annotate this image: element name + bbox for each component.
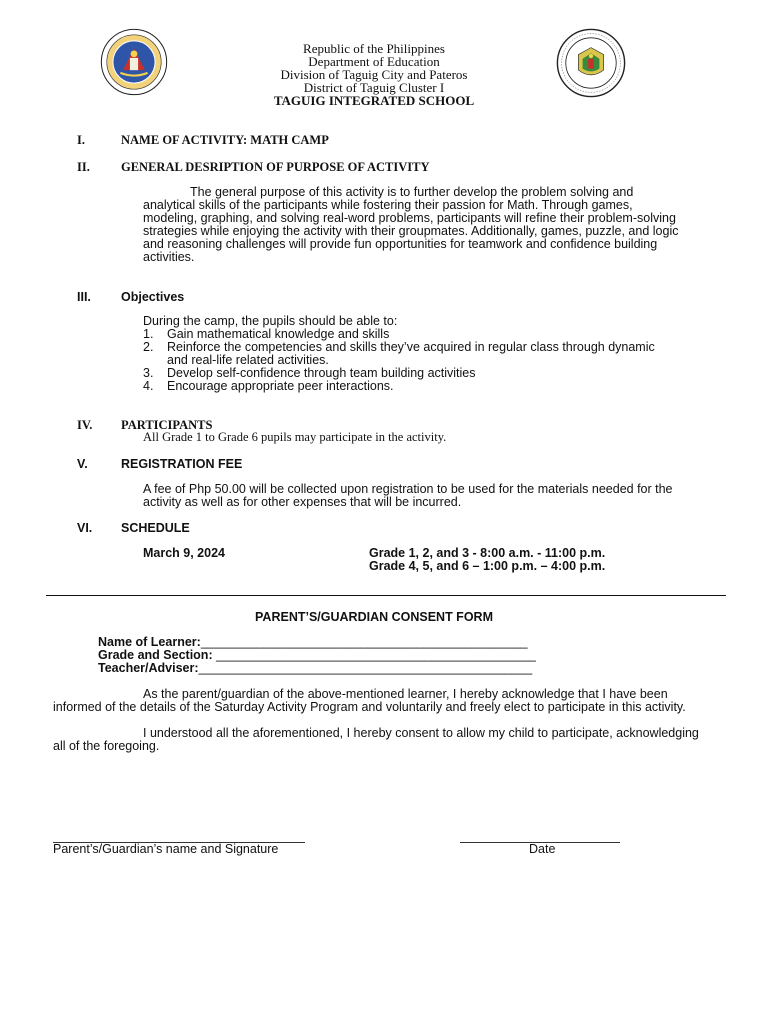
header-republic: Republic of the Philippines xyxy=(303,41,445,56)
list-item: 3. Develop self-confidence through team building activities xyxy=(143,366,476,380)
list-item: 1. Gain mathematical knowledge and skills xyxy=(143,327,390,341)
section-title: GENERAL DESRIPTION OF PURPOSE OF ACTIVITY xyxy=(121,160,430,174)
section-number: V. xyxy=(77,457,88,471)
consent-paragraph: As the parent/guardian of the above-mentioned learner, I hereby acknowledge that I have been informed of the details of the Saturday Activity Program and voluntarily and freely elect to participate in this activity. xyxy=(53,687,686,714)
participants-text: All Grade 1 to Grade 6 pupils may participate in the activity. xyxy=(143,430,447,444)
grade-section-field[interactable]: Grade and Section: ______________________________________________ xyxy=(98,648,536,662)
objectives-list xyxy=(143,328,663,393)
registration-fee-text: A fee of Php 50.00 will be collected upon registration to be used for the materials needed for the activity as well as for other expenses that will be incurred. xyxy=(143,482,673,509)
section-number: III. xyxy=(77,290,91,304)
purpose-paragraph: The general purpose of this activity is to further develop the problem solving and analytical skills of the participants while fostering their passion for Math. Through games, modeling, graphing, and solving real-word problems, participants will refine their problem-solving strategies while enjoying the activity with their groupmates. Additionally, games, puzzle, and logic and reasoning challenges will provide fun opportunities for teamwork and confidence building activities. xyxy=(143,185,679,264)
consent-form-title: PARENT’S/GUARDIAN CONSENT FORM xyxy=(255,610,493,624)
header-school-name: TAGUIG INTEGRATED SCHOOL xyxy=(273,93,475,108)
section-divider xyxy=(46,595,726,596)
teacher-adviser-field[interactable]: Teacher/Adviser:________________________________________________ xyxy=(98,661,533,675)
consent-paragraph: I understood all the aforementioned, I hereby consent to allow my child to participate, acknowledging all of the foregoing. xyxy=(53,726,699,753)
activity-name: NAME OF ACTIVITY: MATH CAMP xyxy=(121,133,329,147)
schedule-date: March 9, 2024 xyxy=(143,546,225,560)
objectives-intro: During the camp, the pupils should be able to: xyxy=(143,314,398,328)
section-title: REGISTRATION FEE xyxy=(121,457,243,471)
header-district: District of Taguig Cluster I xyxy=(303,80,445,95)
header-division: Division of Taguig City and Pateros xyxy=(280,67,468,82)
section-title: Objectives xyxy=(121,290,185,304)
section-title: SCHEDULE xyxy=(121,521,190,535)
learner-name-field[interactable]: Name of Learner:_______________________________________________ xyxy=(98,635,528,649)
section-number: I. xyxy=(77,133,85,147)
division-seal-logo xyxy=(556,28,626,98)
date-label: Date xyxy=(529,842,556,856)
schedule-slot: Grade 4, 5, and 6 – 1:00 p.m. – 4:00 p.m. xyxy=(369,559,606,573)
list-item: 4. Encourage appropriate peer interactions. xyxy=(143,379,394,393)
header-department: Department of Education xyxy=(308,54,440,69)
list-item: 2. Reinforce the competencies and skills they’ve acquired in regular class through dynamic and real-life related activities. xyxy=(143,340,655,367)
section-number: II. xyxy=(77,160,90,174)
section-title: PARTICIPANTS xyxy=(121,418,213,432)
section-number: VI. xyxy=(77,521,93,535)
signature-label: Parent’s/Guardian’s name and Signature xyxy=(53,842,279,856)
section-number: IV. xyxy=(77,418,93,432)
schedule-slot: Grade 1, 2, and 3 - 8:00 a.m. - 11:00 p.m. xyxy=(369,546,606,560)
